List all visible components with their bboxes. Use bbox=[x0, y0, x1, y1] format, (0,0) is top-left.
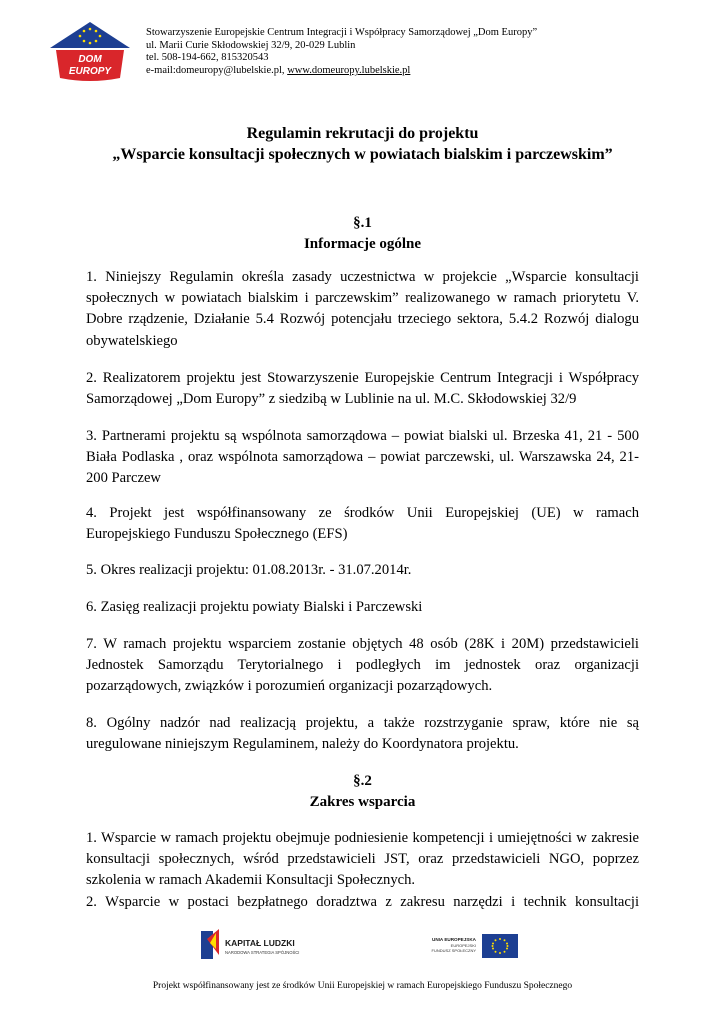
section-title: Zakres wsparcia bbox=[309, 794, 416, 810]
letterhead bbox=[146, 27, 666, 78]
text-line: 2. Realizatorem projektu jest Stowarzyszenie Europejskie Centrum Integracji i Współpracy bbox=[86, 370, 639, 386]
eu-esf-logo bbox=[430, 931, 522, 961]
ue-line-3: FUNDUSZ SPOŁECZNY bbox=[431, 948, 476, 953]
section-title: Informacje ogólne bbox=[303, 236, 422, 252]
text-line: 2. Wsparcie w postaci bezpłatnego doradztwa z zakresu narzędzi i technik konsultacji bbox=[86, 893, 639, 910]
paragraph bbox=[86, 267, 639, 352]
website-link[interactable]: www.domeuropy.lubelskie.pl bbox=[287, 65, 411, 77]
org-address: ul. Marii Curie Skłodowskiej 32/9, 20-029 Lublin bbox=[146, 39, 356, 51]
text-line: pozarządowych, związków i porozumień organizacji pozarządowych. bbox=[86, 678, 493, 695]
paragraph bbox=[86, 426, 639, 490]
text-line: Jednostek Samorządu Terytorialnego i podległych im jednostek oraz organizacji bbox=[86, 657, 639, 674]
paragraph bbox=[86, 560, 639, 581]
kl-subtitle: NARODOWA STRATEGIA SPÓJNOŚCI bbox=[225, 950, 300, 955]
kl-title: KAPITAŁ LUDZKI bbox=[225, 938, 295, 948]
text-line: obywatelskiego bbox=[86, 332, 178, 349]
paragraph bbox=[86, 634, 639, 698]
title-line-2: „Wsparcie konsultacji społecznych w powiatach bialskim i parczewskim” bbox=[112, 146, 613, 163]
text-line: Europejskiego Funduszu Społecznego (EFS) bbox=[86, 526, 348, 543]
text-line: szkolenia w ramach Akademii Konsultacji Społecznych. bbox=[86, 872, 416, 889]
paragraph bbox=[86, 713, 639, 755]
section-1-heading bbox=[40, 213, 685, 255]
text-line: 1. Niniejszy Regulamin określa zasady uczestnictwa w projekcie „Wsparcie konsultacji bbox=[86, 269, 639, 285]
section-number: §.1 bbox=[353, 215, 372, 231]
text-line: konsultacji społecznych, wśród przedstawicieli JST, oraz przedstawicieli NGO, poprzez bbox=[86, 851, 639, 868]
text-line: Samorządowej „Dom Europy” z siedzibą w Lublinie na ul. M.C. Skłodowskiej 32/9 bbox=[86, 391, 577, 408]
kapital-ludzki-logo bbox=[199, 925, 319, 965]
paragraph bbox=[86, 828, 639, 913]
document-title bbox=[40, 123, 685, 165]
title-line-1: Regulamin rekrutacji do projektu bbox=[246, 125, 479, 142]
paragraph bbox=[86, 597, 639, 618]
text-line: społecznych w powiatach bialskim i parczewskim” realizowanego w ramach priorytetu V. bbox=[86, 290, 639, 307]
text-line: 8. Ogólny nadzór nad realizacją projektu, a także rozstrzyganie spraw, które nie są bbox=[86, 715, 639, 731]
logo-text-bottom: EUROPY bbox=[68, 66, 112, 77]
ue-line-1: UNIA EUROPEJSKA bbox=[432, 937, 476, 942]
org-name: Stowarzyszenie Europejskie Centrum Integracji i Współpracy Samorządowej „Dom Europy” bbox=[146, 27, 538, 38]
text-line: 4. Projekt jest współfinansowany ze środków Unii Europejskiej (UE) w ramach bbox=[86, 505, 639, 521]
logo-text-top: DOM bbox=[78, 54, 102, 65]
section-number: §.2 bbox=[353, 773, 372, 789]
text-line: 1. Wsparcie w ramach projektu obejmuje podniesienie kompetencji i umiejętności w zakresie bbox=[86, 830, 639, 846]
ue-line-2: EUROPEJSKI bbox=[450, 943, 476, 948]
text-line: Dobre rządzenie, Działanie 5.4 Rozwój potencjału trzeciego sektora, 5.4.2 Rozwój dialogu bbox=[86, 311, 639, 328]
org-phone: tel. 508-194-662, 815320543 bbox=[146, 52, 269, 64]
text-line: uregulowane niniejszym Regulaminem, należy do Koordynatora projektu. bbox=[86, 736, 519, 753]
org-contact bbox=[146, 65, 666, 78]
org-email: e-mail:domeuropy@lubelskie.pl, bbox=[146, 65, 288, 77]
text-line: Biała Podlaska , oraz wspólnota samorządowa – powiat parczewski, ul. Warszawska 24, 21- bbox=[86, 449, 639, 466]
text-line: 3. Partnerami projektu są wspólnota samorządowa – powiat bialski ul. Brzeska 41, 21 - 500 bbox=[86, 428, 639, 444]
text-line: 200 Parczew bbox=[86, 470, 161, 487]
text-line: 6. Zasięg realizacji projektu powiaty Bialski i Parczewski bbox=[86, 599, 423, 615]
eu-flag-icon bbox=[482, 934, 518, 958]
text-line: 7. W ramach projektu wsparciem zostanie objętych 48 osób (28K i 20M) przedstawicieli bbox=[86, 636, 639, 652]
text-line: 5. Okres realizacji projektu: 01.08.2013r. - 31.07.2014r. bbox=[86, 562, 412, 578]
section-2-heading bbox=[40, 771, 685, 813]
paragraph bbox=[86, 368, 639, 410]
dom-europy-logo bbox=[50, 20, 130, 82]
paragraph bbox=[86, 503, 639, 545]
footer-note: Projekt współfinansowany jest ze środków Unii Europejskiej w ramach Europejskiego Funduszu Społecznego bbox=[152, 981, 573, 991]
